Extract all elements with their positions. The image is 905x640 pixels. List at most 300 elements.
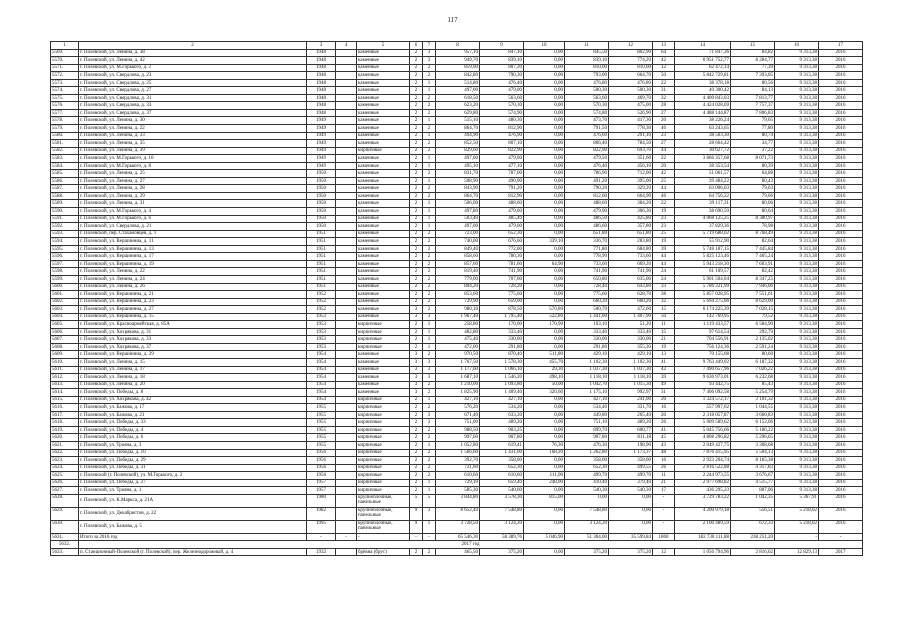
column-header: 4 [336, 42, 357, 50]
table-cell: 0,00 [524, 117, 565, 125]
table-cell: каменные [357, 268, 410, 276]
table-cell: каменные [357, 374, 410, 382]
table-cell: 5 825 123,46 [675, 253, 731, 261]
address-cell: г. Полевской, ул. Вершинина, д. 23 [79, 298, 307, 306]
table-cell: 1 546,20 [480, 374, 524, 382]
table-cell: 1 177,60 [436, 366, 480, 374]
table-cell [336, 520, 357, 533]
table-cell: 8 165,38 [731, 457, 775, 465]
table-cell: 77,39 [731, 64, 775, 72]
table-cell: 7 028,15 [731, 306, 775, 314]
table-cell: 2016 [819, 411, 863, 419]
table-cell: 1948 [307, 87, 336, 95]
table-cell: 476,80 [565, 79, 609, 87]
table-cell: 2016 [819, 426, 863, 434]
table-cell: 775,60 [480, 291, 524, 299]
table-row [51, 298, 863, 306]
table-cell: 5581. [51, 140, 79, 148]
table-cell: кирпичные [357, 487, 410, 495]
table-cell: 479,00 [480, 87, 524, 95]
table-cell: 778,30 [609, 125, 653, 133]
table-cell: 9 313,38 [775, 238, 819, 246]
table-cell: 2 [423, 306, 436, 314]
table-cell: 50 [653, 313, 675, 321]
table-row [51, 109, 863, 117]
table-cell: 864,70 [436, 125, 480, 133]
table-cell: 0,00 [524, 426, 565, 434]
table-cell: 812,60 [565, 192, 609, 200]
table-cell: 635,00 [609, 275, 653, 283]
table-cell [336, 548, 357, 556]
table-cell: 16 [653, 457, 675, 465]
table-cell: 9 313,38 [775, 117, 819, 125]
table-cell: 997,60 [436, 434, 480, 442]
table-cell: крупноблочные, панельные [357, 507, 410, 520]
table-cell: 2 [423, 464, 436, 472]
table-cell: 5584. [51, 162, 79, 170]
table-cell: 43 [653, 441, 675, 449]
table-cell: 5601. [51, 291, 79, 299]
table-cell: 456,10 [609, 162, 653, 170]
table-cell: 610,60 [480, 472, 524, 480]
table-cell: 2 [410, 343, 423, 351]
table-cell: 2016 [819, 479, 863, 487]
table-cell [336, 170, 357, 178]
table-cell: 847,10 [480, 49, 524, 57]
table-cell: 628,70 [609, 291, 653, 299]
table-cell: 44 [653, 147, 675, 155]
table-cell: 1 [423, 79, 436, 87]
table-cell: 9 313,38 [775, 389, 819, 397]
table-cell: 2 [423, 140, 436, 148]
table-cell: 1 044,55 [731, 404, 775, 412]
table-cell: 610,60 [436, 472, 480, 480]
table-cell: 44 [653, 185, 675, 193]
table-row [51, 170, 863, 178]
table-cell: 790,20 [565, 185, 609, 193]
table-cell: 899,70 [565, 426, 609, 434]
table-cell: 50 [653, 72, 675, 80]
table-cell: 508,90 [436, 177, 480, 185]
table-cell: 9 313,38 [775, 374, 819, 382]
table-cell: 12 [653, 548, 675, 556]
table-cell: каменные [357, 298, 410, 306]
table-cell: 9 313,38 [775, 49, 819, 57]
table-cell: 0,00 [524, 140, 565, 148]
table-cell: 980,10 [436, 306, 480, 314]
table-cell: 2 [423, 298, 436, 306]
table-cell: 585,30 [436, 487, 480, 495]
table-cell: 1953 [307, 313, 336, 321]
table-cell: 1952 [307, 298, 336, 306]
table-cell: 490,90 [480, 177, 524, 185]
table-cell: 2 [423, 426, 436, 434]
table-cell: 2 [410, 49, 423, 57]
table-cell: 1 056 794,96 [675, 548, 731, 556]
table-cell: 2 [410, 472, 423, 480]
table-cell: 330,00 [609, 336, 653, 344]
table-cell: 619,41 [480, 441, 524, 449]
table-cell: 3 [423, 419, 436, 427]
table-cell: 38 226,24 [675, 117, 731, 125]
table-cell: 707,00 [480, 275, 524, 283]
table-cell: 1951 [307, 230, 336, 238]
address-cell: г. Полевской, ул. Ленина, д. 42 [79, 57, 307, 65]
table-cell: 5616. [51, 404, 79, 412]
table-cell: 652,30 [480, 464, 524, 472]
table-cell: 38 378,18 [675, 79, 731, 87]
table-cell: 8 768,49 [731, 230, 775, 238]
table-row [51, 291, 863, 299]
table-cell: 5621. [51, 441, 79, 449]
table-cell: 1 431,00 [480, 449, 524, 457]
table-cell: 0,00 [524, 87, 565, 95]
table-cell: 2 [423, 404, 436, 412]
table-cell: 42 [653, 170, 675, 178]
table-row [51, 94, 863, 102]
table-row [51, 321, 863, 329]
table-cell [336, 343, 357, 351]
table-cell: 70 155,08 [675, 351, 731, 359]
table-cell: 5585. [51, 170, 79, 178]
table-cell: 2 [423, 449, 436, 457]
table-cell: 2016 [819, 64, 863, 72]
table-cell: 9 313,38 [775, 72, 819, 80]
table-cell [336, 396, 357, 404]
table-cell: 2 [410, 170, 423, 178]
table-cell: 479,50 [565, 155, 609, 163]
table-cell: 9 313,38 [775, 192, 819, 200]
table-cell: 684,80 [609, 245, 653, 253]
table-cell: 793,00 [565, 72, 609, 80]
table-cell: 6 584,90 [731, 321, 775, 329]
table-cell: - [653, 520, 675, 533]
table-cell: 8 284,77 [731, 57, 775, 65]
table-cell: 2 [410, 321, 423, 329]
table-cell: 740,00 [436, 238, 480, 246]
table-cell: 1 [423, 132, 436, 140]
table-cell: 1 566,60 [436, 449, 480, 457]
table-cell: каменные [357, 64, 410, 72]
table-cell: 9 313,38 [775, 396, 819, 404]
table-row [51, 441, 863, 449]
table-cell: 5 719 688,02 [675, 230, 731, 238]
table-cell: 7 946,06 [731, 283, 775, 291]
table-cell: 0,00 [524, 404, 565, 412]
table-cell: 0,00 [524, 125, 565, 133]
table-cell: 19 [653, 343, 675, 351]
table-cell: 534,40 [565, 404, 609, 412]
table-cell: 330,00 [480, 336, 524, 344]
table-cell: 2 [423, 548, 436, 556]
table-cell: 7 393,05 [731, 72, 775, 80]
table-cell: 6 187,32 [731, 358, 775, 366]
table-cell: 5578. [51, 117, 79, 125]
table-cell: кирпичные [357, 457, 410, 465]
table-cell: - [336, 533, 357, 541]
table-cell: 822,90 [480, 147, 524, 155]
address-cell: г. Полевской, ул. Победы, д. 29 [79, 457, 307, 465]
table-cell: 64,88 [731, 170, 775, 178]
table-cell [336, 328, 357, 336]
table-cell: 20 [653, 396, 675, 404]
table-cell: 0,00 [524, 79, 565, 87]
table-row [51, 132, 863, 140]
table-cell: 1 [423, 336, 436, 344]
table-cell: 333,40 [565, 328, 609, 336]
table-cell: 375,20 [609, 548, 653, 556]
table-cell: 1956 [307, 464, 336, 472]
table-cell: 41 [653, 358, 675, 366]
table-cell: 2 [410, 140, 423, 148]
table-cell: 2016 [819, 238, 863, 246]
table-cell: 0,00 [524, 177, 565, 185]
table-cell: 1 119 433,57 [675, 321, 731, 329]
table-row [51, 479, 863, 487]
address-cell: Итого за 2016 год [79, 533, 307, 541]
table-cell: 771,80 [565, 245, 609, 253]
table-cell: 5 504,13 [731, 449, 775, 457]
table-cell [336, 162, 357, 170]
table-cell: каменные [357, 275, 410, 283]
address-cell: г. Полевской, пер. Стахановцев, д. 1 [79, 230, 307, 238]
table-cell: 790,30 [480, 72, 524, 80]
table-cell: 9 313,38 [775, 487, 819, 495]
table-cell: 5571. [51, 64, 79, 72]
table-cell: 3 [423, 49, 436, 57]
table-cell: 475,00 [609, 102, 653, 110]
table-cell: 0,00 [524, 487, 565, 495]
table-cell: 570,30 [565, 102, 609, 110]
table-cell: 2016 [819, 464, 863, 472]
table-cell: 1 102,30 [609, 358, 653, 366]
table-cell: 2016 [819, 487, 863, 495]
table-cell: 723,00 [436, 230, 480, 238]
table-cell: 1 042,35 [731, 494, 775, 507]
table-cell: 2016 [819, 57, 863, 65]
table-cell [336, 291, 357, 299]
table-cell: 476,40 [565, 162, 609, 170]
table-cell: 5606. [51, 328, 79, 336]
table-cell [336, 223, 357, 231]
table-cell: 1951 [307, 238, 336, 246]
table-cell: 5612. [51, 374, 79, 382]
table-cell: 306,30 [609, 208, 653, 216]
table-cell: 1952 [307, 291, 336, 299]
table-cell: 9 [410, 507, 423, 520]
table-cell: 3 124,20 [480, 520, 524, 533]
column-header: 16 [775, 42, 819, 50]
table-cell: 39 [653, 245, 675, 253]
column-header: 13 [653, 42, 675, 50]
table-cell: 1 [423, 441, 436, 449]
table-cell: 11 [653, 472, 675, 480]
table-cell: 786,90 [565, 170, 609, 178]
table-cell: 2 [410, 208, 423, 216]
table-cell: 992,97 [609, 389, 653, 397]
address-cell: г. Полевской, ул. Ленина, д. 29 [79, 192, 307, 200]
table-cell: 5 842 729,81 [675, 72, 731, 80]
table-cell: 2016 [819, 49, 863, 57]
address-cell: г. Полевской, ул. М.Горького, д. 4 [79, 208, 307, 216]
table-cell: 13 [653, 351, 675, 359]
table-cell: 4 068 125,25 [675, 215, 731, 223]
table-cell: 479,00 [480, 155, 524, 163]
table-cell: 25 [653, 177, 675, 185]
table-cell: 2 [410, 223, 423, 231]
address-cell: г. Полевской, ул. Хохрякова, д. 31 [79, 328, 307, 336]
table-cell: 79,65 [731, 117, 775, 125]
table-cell: 2 [423, 185, 436, 193]
column-header: 3 [307, 42, 336, 50]
table-cell: 38 503,30 [675, 132, 731, 140]
table-cell: 42 [653, 57, 675, 65]
table-cell: 5 367,91 [775, 494, 819, 507]
table-cell: 2 [423, 457, 436, 465]
table-row [51, 253, 863, 261]
table-cell: 2 [410, 464, 423, 472]
table-cell: 330,00 [565, 336, 609, 344]
table-row [51, 389, 863, 397]
table-cell: каменные [357, 313, 410, 321]
table-cell: - [653, 494, 675, 507]
table-cell: 2 049 427,75 [675, 441, 731, 449]
table-row [51, 336, 863, 344]
table-cell: 2 [410, 275, 423, 283]
table-cell [336, 57, 357, 65]
table-cell: 2 [423, 260, 436, 268]
table-cell: 339,10 [524, 238, 565, 246]
table-cell: 494,90 [436, 132, 480, 140]
table-cell: 4 200 979,18 [675, 507, 731, 520]
table-cell: 182 730 111,88 [675, 533, 731, 541]
table-cell: 775,60 [565, 291, 609, 299]
table-cell: 870,40 [480, 351, 524, 359]
table-cell: 11 [653, 321, 675, 329]
table-cell: каменные [357, 253, 410, 261]
table-cell: 482,80 [436, 328, 480, 336]
table-cell: 9 313,38 [775, 449, 819, 457]
table-cell: 522,80 [524, 313, 565, 321]
table-cell: 283,80 [609, 238, 653, 246]
table-cell: 79,66 [731, 192, 775, 200]
table-cell: 907,80 [480, 434, 524, 442]
table-cell: 9 313,38 [775, 200, 819, 208]
table-cell: 170,00 [480, 321, 524, 329]
table-cell: 5574. [51, 87, 79, 95]
table-cell: 4 488 144,87 [675, 109, 731, 117]
table-cell [336, 449, 357, 457]
table-cell: 570,30 [480, 102, 524, 110]
table-cell [336, 177, 357, 185]
table-cell: 1954 [307, 396, 336, 404]
table-cell: 4 515,77 [731, 479, 775, 487]
table-cell: 142 769,95 [675, 313, 731, 321]
table-cell: 476,40 [480, 79, 524, 87]
table-cell: 427,10 [436, 396, 480, 404]
table-cell: кирпичные [357, 321, 410, 329]
table-cell: 623,20 [436, 102, 480, 110]
table-cell: 80,43 [731, 177, 775, 185]
address-cell: г. Полевской, ул. Свердлова, д. 37 [79, 109, 307, 117]
table-cell [336, 192, 357, 200]
table-cell [336, 457, 357, 465]
table-row [51, 140, 863, 148]
table-cell: 756 124,36 [675, 343, 731, 351]
table-cell: 9 313,38 [775, 260, 819, 268]
table-body [51, 49, 863, 556]
table-cell: 45 [653, 434, 675, 442]
table-row [51, 72, 863, 80]
table-cell: 2016 [819, 306, 863, 314]
table-cell: 0,00 [565, 494, 609, 507]
table-cell: 5587. [51, 185, 79, 193]
table-cell: 31 [653, 87, 675, 95]
table-cell: 669,20 [609, 260, 653, 268]
table-cell: 540,60 [480, 487, 524, 495]
table-cell: 600,77 [609, 426, 653, 434]
table-cell: 5618. [51, 419, 79, 427]
table-cell [336, 283, 357, 291]
table-cell: 3 [423, 313, 436, 321]
table-cell: 741,90 [480, 268, 524, 276]
table-cell: 3 [410, 313, 423, 321]
table-cell: 499,70 [565, 472, 609, 480]
table-cell: 9 313,38 [775, 479, 819, 487]
table-cell: каменные [357, 72, 410, 80]
table-row [51, 411, 863, 419]
table-cell: 2 [410, 155, 423, 163]
table-cell: 864,70 [436, 192, 480, 200]
table-cell: каменные [357, 94, 410, 102]
table-cell: 2 [423, 389, 436, 397]
table-row [51, 64, 863, 72]
table-cell: 5 045 756,66 [675, 426, 731, 434]
table-cell: 1 687,10 [436, 374, 480, 382]
table-cell: 1949 [307, 147, 336, 155]
table-cell: 781,60 [480, 260, 524, 268]
table-cell: кирпичные [357, 343, 410, 351]
table-cell: 1 324 572,17 [675, 396, 731, 404]
table-cell: 2016 [819, 192, 863, 200]
table-cell [336, 109, 357, 117]
table-cell: 2 [423, 434, 436, 442]
table-cell: 2 [423, 291, 436, 299]
table-cell: 774,20 [609, 57, 653, 65]
table-cell: каменные [357, 358, 410, 366]
column-header: 10 [524, 42, 565, 50]
table-cell: 6 232,68 [731, 374, 775, 382]
table-cell: 7 490 657,96 [675, 366, 731, 374]
table-cell: 15 [653, 306, 675, 314]
address-cell: г. Полевской, ул. Трояна, д. 3 [79, 441, 307, 449]
table-cell: 1950 [307, 223, 336, 231]
table-cell: 48 [653, 449, 675, 457]
table-cell: - [775, 533, 819, 541]
table-cell: 5613. [51, 381, 79, 389]
table-cell: 2 [410, 238, 423, 246]
table-cell: 1 [423, 200, 436, 208]
table-cell: 2016 [819, 208, 863, 216]
table-cell: 1 [423, 117, 436, 125]
table-cell: 1948 [307, 102, 336, 110]
table-cell: 29,30 [524, 366, 565, 374]
table-cell: 5 943 218,30 [675, 260, 731, 268]
table-cell: 80,06 [731, 200, 775, 208]
table-cell: 506,00 [436, 200, 480, 208]
table-cell: 329,20 [609, 185, 653, 193]
table-cell: 2 [410, 336, 423, 344]
